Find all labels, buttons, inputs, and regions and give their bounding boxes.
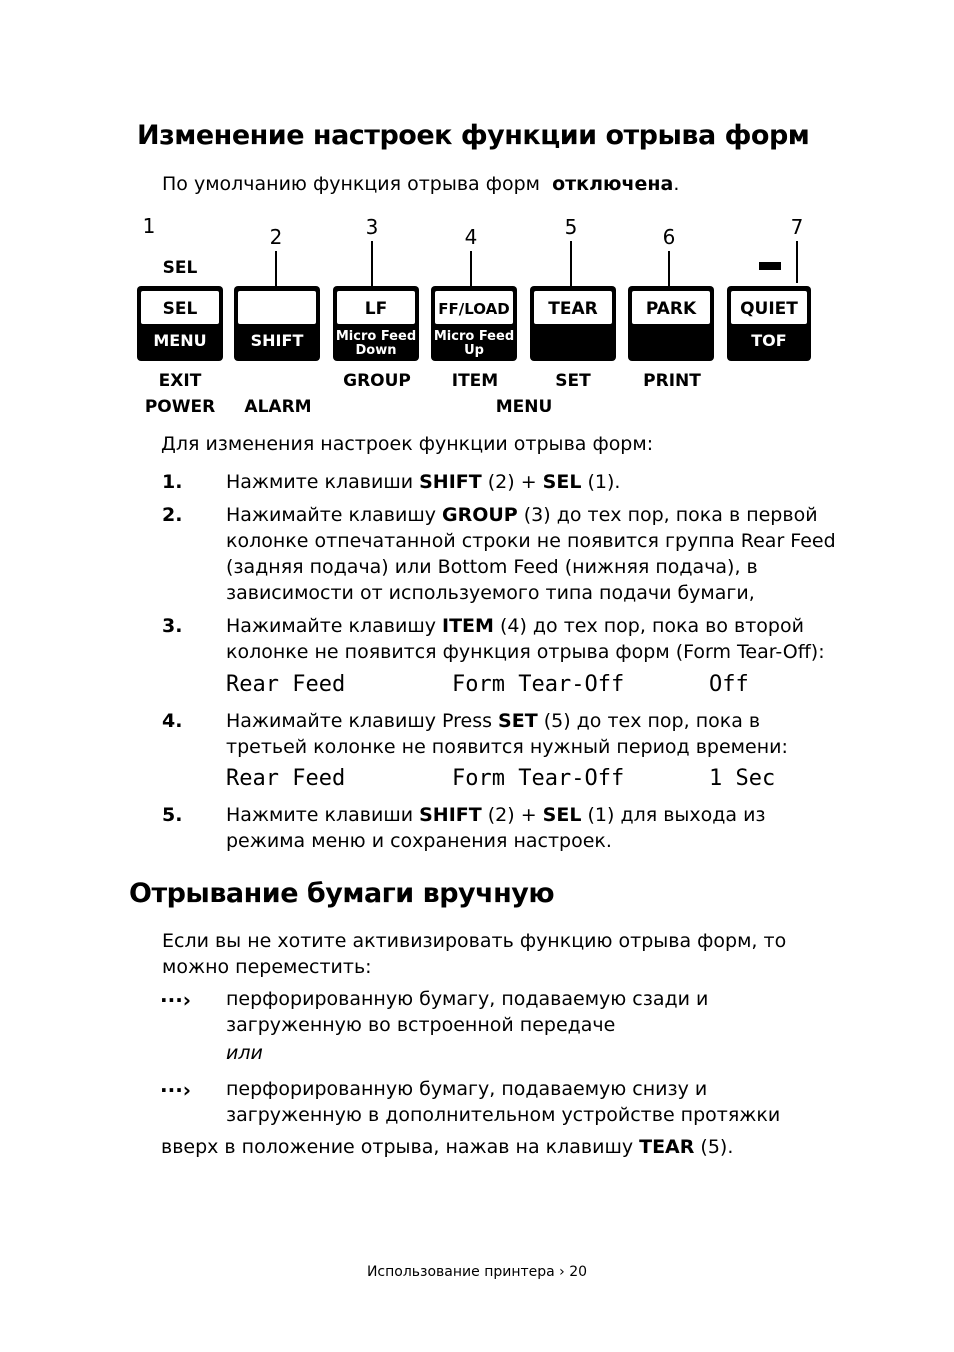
display-col-2: Form Tear-Off [452,672,625,697]
step-text: (3) до тех пор, пока в первой колонке отпечатанной строки не появится группа Rear Feed (задняя подача) или Bottom Feed (нижняя подача), в зависимости от используемого типа подачи бумаги, [226,504,836,604]
ff-load-key [431,286,517,361]
key-name: SET [498,710,538,732]
bullet-arrow-icon: ···› [160,1078,192,1102]
instructions-intro: Для изменения настроек функции отрыва форм: [161,433,654,455]
step-number: 4. [162,710,183,732]
power-label: POWER [144,397,216,417]
step-text: (1) для выхода из режима меню и сохранения настроек. [226,804,766,852]
step-text: Нажимайте клавишу [226,504,442,526]
ff-load-key-top-label: FF/LOAD [438,300,510,318]
section-title-manual-tear: Отрывание бумаги вручную [129,878,555,909]
step-number: 5. [162,804,183,826]
step-text: Нажимайте клавишу Press [226,710,499,732]
step-3-text [226,613,836,665]
step-text: (2) + [481,804,543,826]
sel-key [137,286,223,361]
default-setting-text [162,171,679,197]
step-text: (5) до тех пор, пока в третьей колонке не появится нужный период времени: [226,710,788,758]
bullet-arrow-icon: ···› [160,988,192,1012]
step-number: 3. [162,615,183,637]
control-panel-diagram [0,205,954,425]
key-name: SEL [542,471,582,493]
callout-7: 7 [790,215,804,239]
outro-text: вверх в положение отрыва, нажав на клавишу [161,1136,640,1158]
page-footer: Использование принтера › 20 [366,1264,588,1280]
key-name: SEL [542,804,582,826]
lf-key-bottom-label: Micro Feed [335,329,417,344]
group-label: GROUP [343,371,411,391]
step-number: 1. [162,471,183,493]
key-name: SHIFT [419,471,482,493]
tear-key [530,286,616,361]
lf-key-bottom-label-2: Down [355,343,397,358]
callout-2: 2 [269,225,283,249]
quiet-indicator-led [759,262,781,270]
step-4-text [226,708,836,760]
tear-key-top-label: TEAR [548,299,598,319]
lf-key [333,286,419,361]
step-number: 2. [162,504,183,526]
step-text: (1). [581,471,621,493]
callout-5: 5 [564,215,578,239]
bullet-bottom-feed: перфорированную бумагу, подаваемую снизу и загруженную в дополнительном устройстве протяжки [226,1078,781,1126]
display-col-1: Rear Feed [226,672,346,697]
print-label: PRINT [643,371,701,391]
key-name: SHIFT [419,804,482,826]
ff-load-key-bottom-label-2: Up [464,343,484,358]
display-col-2: Form Tear-Off [452,766,625,791]
callout-1: 1 [142,214,156,238]
bullet-rear-feed: перфорированную бумагу, подаваемую сзади и загруженную во встроенной передаче [226,988,709,1036]
or-text: или [226,1042,263,1064]
step-text: (2) + [481,471,543,493]
default-setting-suffix: . [673,173,680,195]
display-col-1: Rear Feed [226,766,346,791]
shift-key [234,286,320,361]
display-col-3: 1 Sec [709,766,776,791]
menu-label: MENU [495,397,553,417]
item-label: ITEM [451,371,499,391]
sel-indicator-label: SEL [162,258,198,278]
shift-key-label: SHIFT [250,331,304,350]
quiet-key-top-label: QUIET [740,299,798,319]
set-label: SET [555,371,591,391]
quiet-key [727,286,811,361]
ff-load-key-bottom-label: Micro Feed [433,329,515,344]
key-name: TEAR [639,1136,695,1158]
quiet-key-bottom-label: TOF [751,331,787,350]
sel-key-top-label: SEL [162,299,198,319]
step-text: Нажмите клавиши [226,471,420,493]
step-2-text [226,502,836,606]
exit-label: EXIT [158,371,202,391]
section-title-tear-off-settings: Изменение настроек функции отрыва форм [137,120,810,151]
default-setting-value: отключена [552,173,674,195]
step-5-text [226,802,836,854]
step-text: (4) до тех пор, пока во второй колонке не появится функция отрыва форм (Form Tear-Off): [226,615,825,663]
outro-text: (5). [694,1136,734,1158]
park-key-top-label: PARK [645,299,697,319]
step-1-text [226,469,836,495]
default-setting-prefix: По умолчанию функция отрыва форм [162,173,541,195]
display-col-3: Off [709,672,749,697]
lf-key-top-label: LF [364,299,388,319]
key-name: ITEM [442,615,494,637]
callout-4: 4 [464,225,478,249]
manual-tear-intro: Если вы не хотите активизировать функцию отрыва форм, то можно переместить: [162,930,787,978]
step-text: Нажимайте клавишу [226,615,442,637]
sel-key-bottom-label: MENU [153,331,207,350]
manual-tear-outro [161,1134,733,1160]
alarm-label: ALARM [244,397,312,417]
park-key [628,286,714,361]
callout-6: 6 [662,225,676,249]
callout-3: 3 [365,215,379,239]
key-name: GROUP [442,504,518,526]
step-text: Нажмите клавиши [226,804,420,826]
